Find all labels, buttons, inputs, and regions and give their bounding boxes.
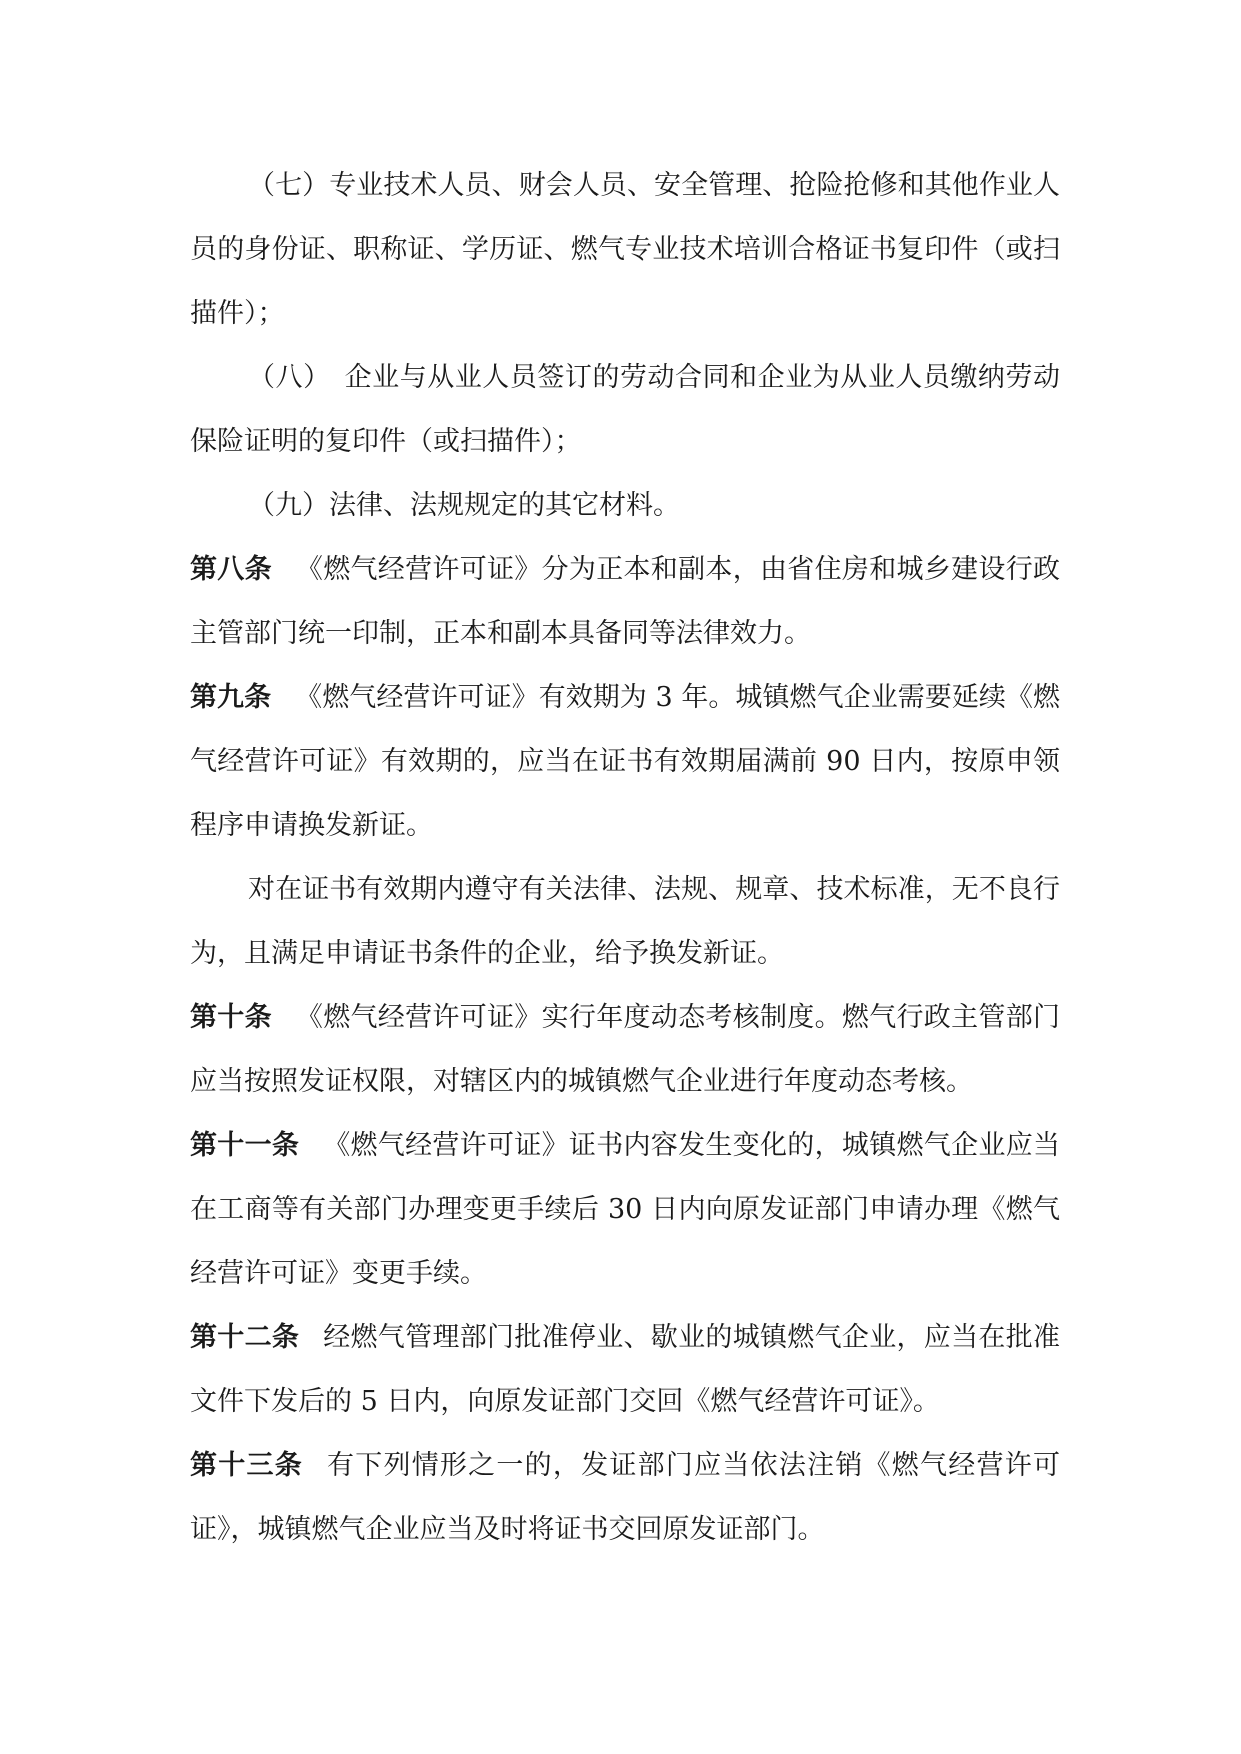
paragraph-text: （七）专业技术人员、财会人员、安全管理、抢险抢修和其他作业人员的身份证、职称证、学历证、燃气专业技术培训合格证书复印件（或扫描件）； bbox=[190, 170, 1060, 329]
article-label: 第八条 bbox=[190, 554, 272, 585]
paragraph-text: 对在证书有效期内遵守有关法律、法规、规章、技术标准，无不良行为，且满足申请证书条件的企业，给予换发新证。 bbox=[190, 874, 1060, 969]
document-body bbox=[190, 154, 1060, 1562]
paragraph-text: （八） 企业与从业人员签订的劳动合同和企业为从业人员缴纳劳动保险证明的复印件（或扫描件）； bbox=[190, 362, 1060, 457]
article-label: 第十二条 bbox=[190, 1322, 300, 1353]
article-label: 第十一条 bbox=[190, 1130, 300, 1161]
paragraph-text: 有下列情形之一的，发证部门应当依法注销《燃气经营许可证》，城镇燃气企业应当及时将证书交回原发证部门。 bbox=[190, 1450, 1061, 1545]
article-8 bbox=[190, 538, 1060, 666]
article-9-paragraph-2 bbox=[190, 858, 1060, 986]
article-11 bbox=[190, 1114, 1060, 1306]
paragraph-text: 《燃气经营许可证》实行年度动态考核制度。燃气行政主管部门应当按照发证权限，对辖区内的城镇燃气企业进行年度动态考核。 bbox=[190, 1002, 1061, 1097]
article-13 bbox=[190, 1434, 1060, 1562]
article-label: 第十条 bbox=[190, 1002, 272, 1033]
list-item-8 bbox=[190, 346, 1060, 474]
paragraph-text: 《燃气经营许可证》有效期为 3 年。城镇燃气企业需要延续《燃气经营许可证》有效期的，应当在证书有效期届满前 90 日内，按原申领程序申请换发新证。 bbox=[190, 682, 1061, 841]
list-item-7 bbox=[190, 154, 1060, 346]
list-item-9 bbox=[190, 474, 1060, 538]
paragraph-text: （九）法律、法规规定的其它材料。 bbox=[248, 490, 680, 521]
paragraph-text: 《燃气经营许可证》分为正本和副本，由省住房和城乡建设行政主管部门统一印制，正本和副本具备同等法律效力。 bbox=[190, 554, 1061, 649]
article-label: 第十三条 bbox=[190, 1450, 303, 1481]
article-label: 第九条 bbox=[190, 682, 272, 713]
paragraph-text: 《燃气经营许可证》证书内容发生变化的，城镇燃气企业应当在工商等有关部门办理变更手续后 30 日内向原发证部门申请办理《燃气经营许可证》变更手续。 bbox=[190, 1130, 1061, 1289]
article-12 bbox=[190, 1306, 1060, 1434]
article-10 bbox=[190, 986, 1060, 1114]
paragraph-text: 经燃气管理部门批准停业、歇业的城镇燃气企业，应当在批准文件下发后的 5 日内，向原发证部门交回《燃气经营许可证》。 bbox=[190, 1322, 1061, 1417]
article-9 bbox=[190, 666, 1060, 858]
